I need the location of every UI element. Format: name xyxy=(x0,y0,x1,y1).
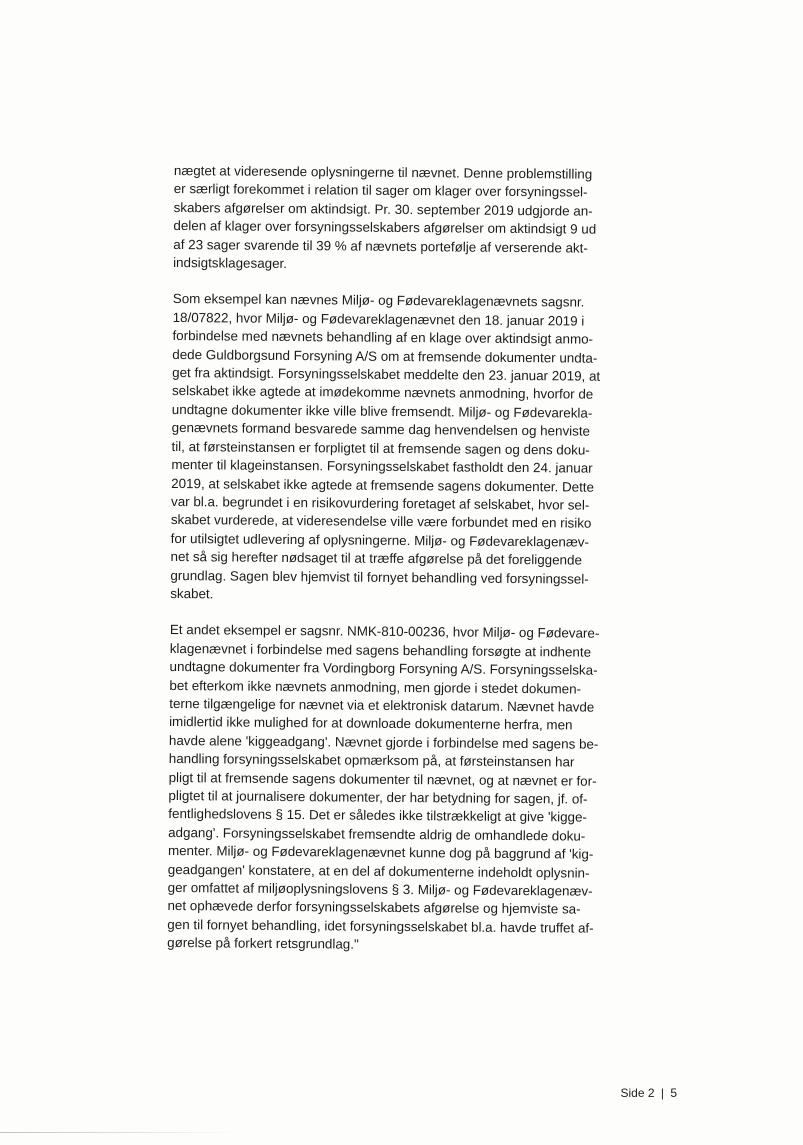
text-line: genævnets formand besvarede samme dag henvendelsen og henviste xyxy=(171,420,591,439)
text-line: gen til fornyet behandling, idet forsyningsselskabet bl.a. havde truffet af- xyxy=(167,916,594,936)
text-line: nægtet at videresende oplysningerne til nævnet. Denne problemstilling xyxy=(173,162,593,182)
page-label: Side 2 xyxy=(620,1086,655,1100)
text-line: fentlighedslovens § 15. Det er således ikke tilstrækkeligt at give 'kigge- xyxy=(168,806,587,826)
text-line: get fra aktindsigt. Forsyningsselskabet meddelte den 23. januar 2019, at xyxy=(172,365,601,384)
text-line: 18/07822, hvor Miljø- og Fødevareklagenævnet den 18. januar 2019 i xyxy=(172,309,585,329)
text-line: havde alene 'kiggeadgang'. Nævnet gjorde i forbindelse med sagens be- xyxy=(168,732,599,752)
page-separator: | xyxy=(660,1086,664,1100)
text-line: handling forsyningsselskabet opmærksom på, at førsteinstansen har xyxy=(168,751,575,770)
text-line: net ophævede derfor forsyningsselskabets afgørelse og hjemviste sa- xyxy=(167,898,581,918)
text-line: gørelse på forkert retsgrundlag." xyxy=(167,935,359,952)
text-line: skabers afgørelser om aktindsigt. Pr. 30. september 2019 udgjorde an- xyxy=(173,199,593,219)
page-number-footer xyxy=(620,1086,677,1100)
scan-edge-line xyxy=(0,1132,240,1133)
text-line: net så sig herefter nødsaget til at træffe afgørelse på det foreliggende xyxy=(170,549,582,568)
text-line: til, at førsteinstansen er forpligtet til at fremsende sagen og dens doku- xyxy=(171,438,590,458)
text-line: bet efterkom ikke nævnets anmodning, men gjorde i stedet dokumen- xyxy=(169,677,582,697)
text-line: af 23 sager svarende til 39 % af nævnets portefølje af verserende akt- xyxy=(173,236,588,256)
text-line: menter til klageinstansen. Forsyningsselskabet fastholdt den 24. januar xyxy=(171,457,593,476)
text-line: er særligt forekommet i relation til sager om klager over forsyningssel- xyxy=(173,181,588,201)
text-line: menter. Miljø- og Fødevareklagenævnet kunne dog på baggrund af 'kig- xyxy=(167,843,594,862)
text-line: indsigtsklagesager. xyxy=(173,255,288,272)
text-line: var bl.a. begrundet i en risikovurdering foretaget af selskabet, hvor sel- xyxy=(170,493,590,513)
text-line: terne tilgængelige for nævnet via et elektronisk datarum. Nævnet havde xyxy=(169,695,595,715)
page-total: 5 xyxy=(670,1086,677,1100)
text-line: ger omfattet af miljøoplysningslovens § 3. Miljø- og Fødevareklagenæv- xyxy=(167,880,593,899)
text-line: geadgangen' konstatere, at en del af dokumenterne indeholdt oplysnin- xyxy=(167,861,590,881)
text-line: skabet. xyxy=(170,585,214,602)
text-line: undtagne dokumenter ikke ville blive fremsendt. Miljø- og Fødevarekla- xyxy=(171,401,593,421)
text-line: Et andet eksempel er sagsnr. NMK-810-00236, hvor Miljø- og Fødevare- xyxy=(169,622,600,642)
text-line: dede Guldborgsund Forsyning A/S om at fremsende dokumenter undta- xyxy=(172,346,598,366)
text-line: undtagne dokumenter fra Vordingborg Forsyning A/S. Forsyningsselska- xyxy=(169,659,598,678)
paragraph-example-vordingborg xyxy=(167,621,620,956)
text-line: 2019, at selskabet ikke agtede at fremsende sagens dokumenter. Dette xyxy=(171,475,595,495)
text-line: pligt til at fremsende sagens dokumenter til nævnet, og at nævnet er for- xyxy=(168,769,597,789)
text-line: for utilsigtet udlevering af oplysningerne. Miljø- og Fødevareklagenæv- xyxy=(170,530,590,550)
text-line: klagenævnet i forbindelse med sagens behandling forsøgte at indhente xyxy=(169,640,592,660)
text-line: imidlertid ikke mulighed for at downloade dokumenterne herfra, men xyxy=(169,714,573,733)
text-line: selskabet ikke agtede at imødekomme nævnets anmodning, hvorfor de xyxy=(171,383,594,403)
text-line: grundlag. Sagen blev hjemvist til fornyet behandling ved forsyningssel- xyxy=(170,567,589,587)
text-line: adgang'. Forsyningsselskabet fremsendte aldrig de omhandlede doku- xyxy=(168,824,586,844)
text-line: Som eksempel kan nævnes Miljø- og Fødevareklagenævnets sagsnr. xyxy=(172,291,585,311)
paragraph-continuation xyxy=(173,162,624,276)
text-line: forbindelse med nævnets behandling af en klage over aktindsigt anmo- xyxy=(172,328,594,347)
text-line: delen af klager over forsyningsselskabers afgørelser om aktindsigt 9 ud xyxy=(173,218,597,237)
text-line: pligtet til at journalisere dokumenter, der har betydning for sagen, jf. of- xyxy=(168,787,588,807)
paragraph-example-guldborgsund xyxy=(170,290,623,607)
text-line: skabet vurderede, at videresendelse ville være forbundet med en risiko xyxy=(170,512,592,531)
page-content xyxy=(167,162,624,957)
